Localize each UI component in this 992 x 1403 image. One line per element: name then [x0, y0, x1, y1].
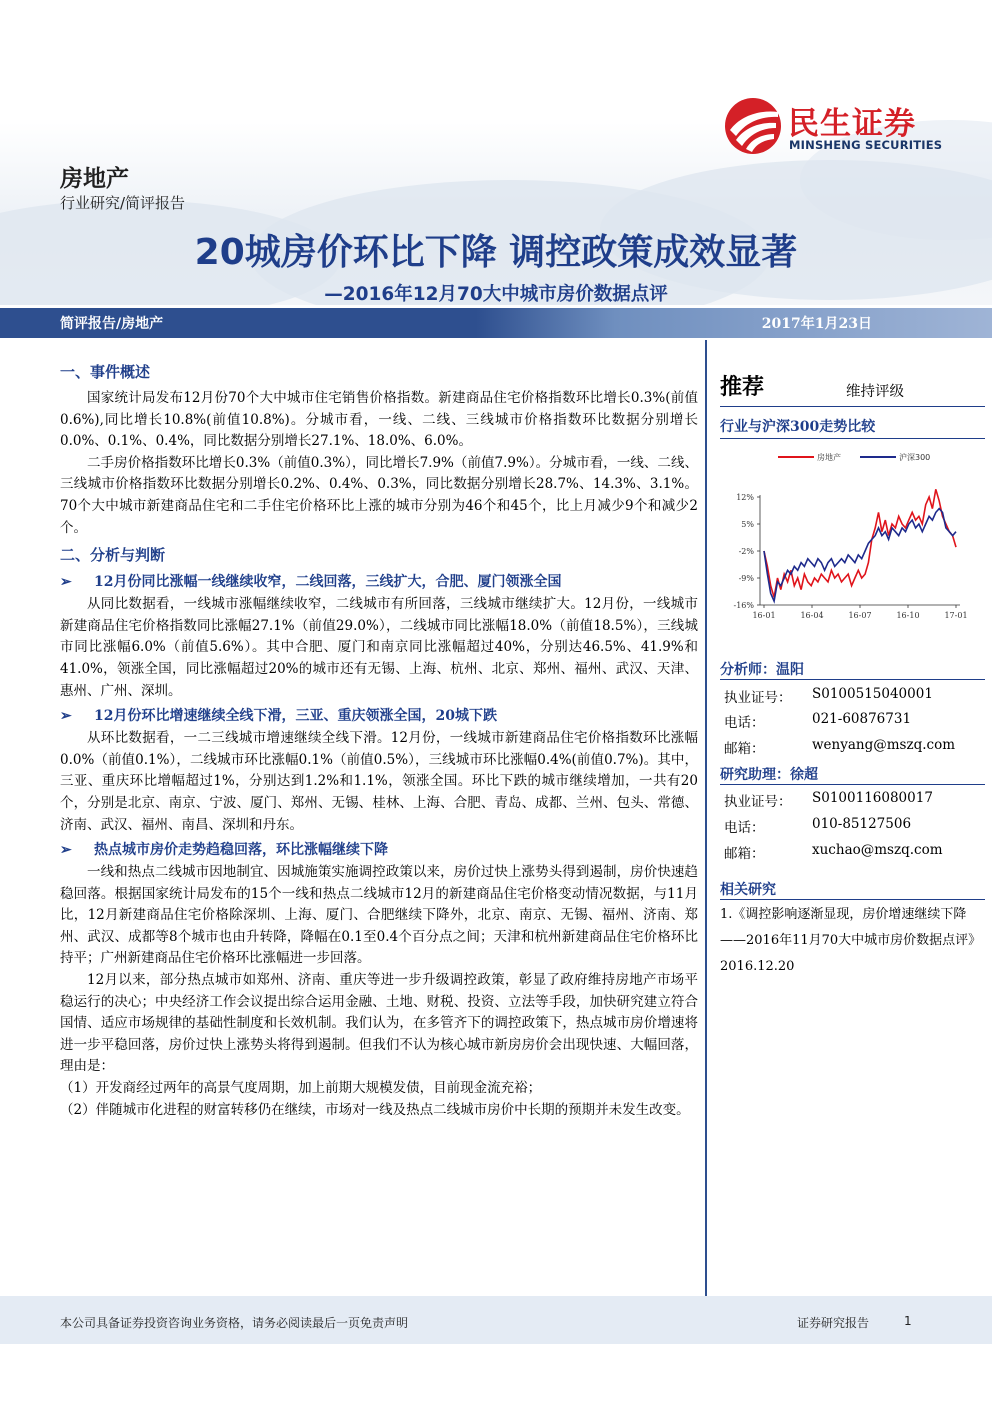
paragraph: 12月以来，部分热点城市如郑州、济南、重庆等进一步升级调控政策，彰显了政府维持房地产市场平稳运行的决心；中央经济工作会议提出综合运用金融、土地、财税、投资、立法等手段，加快研究建立符合国情、适应市场规律的基础性制度和长效机制。我们认为，在多管齐下的调控政策下，热点城市房价增速将进一步平稳回落，房价过快上涨势头将得到遏制。但我们不认为核心城市新房房价会出现快速、大幅回落，理由是：: [60, 972, 698, 1075]
divider: [720, 679, 985, 680]
assistant-email[interactable]: 邮箱： xuchao@mszq.com: [724, 842, 943, 862]
band-date: 2017年1月23日: [761, 316, 872, 332]
x-tick-label: 16-01: [752, 611, 776, 620]
section-heading: 二、分析与判断: [60, 546, 166, 565]
footer-doc-type: 证券研究报告: [797, 1316, 870, 1330]
series-line-real-estate: [764, 489, 956, 597]
arrow-bullet-icon: ➢: [60, 708, 72, 725]
bullet-heading: [60, 705, 698, 727]
series-line-csi300: [764, 509, 956, 601]
footer: [0, 1296, 992, 1344]
y-tick-label: 5%: [741, 520, 754, 529]
x-tick-label: 17-01: [944, 611, 968, 620]
divider: [720, 899, 985, 900]
paragraph: 从同比数据看，一线城市涨幅继续收窄，二线城市有所回落，三线城市继续扩大。12月份，一线城市新建商品住宅价格指数同比涨幅27.1%（前值29.0%），二线城市同比涨幅18.0%（前值18.5%），三线城市同比涨幅6.0%（前值5.6%）。其中合肥、厦门和南京同比涨幅超过40%，分别达46.5%、41.9%和41.0%，领涨全国，同比涨幅超过20%的城市还有无锡、上海、杭州、北京、郑州、福州、武汉、天津、惠州、广州、深圳。: [60, 596, 698, 699]
paragraph: （1）开发商经过两年的高景气度周期，加上前期大规模发债，目前现金流充裕；: [60, 1080, 542, 1097]
y-tick-label: -2%: [738, 547, 754, 556]
x-tick-label: 16-04: [800, 611, 824, 620]
legend-label: 沪深300: [899, 453, 931, 462]
x-tick-label: 16-10: [896, 611, 920, 620]
company-logo: [722, 96, 962, 156]
analyst-heading: 分析师：温阳: [720, 662, 804, 678]
header-band: [0, 308, 992, 338]
trend-chart: [722, 445, 972, 630]
analyst-license: 执业证号： S0100515040001: [724, 686, 933, 706]
band-category: 简评报告/房地产: [60, 316, 164, 332]
assistant-license: 执业证号： S0100116080017: [724, 790, 933, 810]
column-divider: [705, 340, 707, 1300]
related-item[interactable]: 1.《调控影响逐渐显现，房价增速继续下降——2016年11月70大中城市房价数据点评》2016.12.20: [720, 907, 982, 974]
logo-text-cn: 民生证券: [788, 106, 916, 142]
logo-text-en: MINSHENG SECURITIES: [789, 138, 943, 152]
related-heading: 相关研究: [720, 882, 776, 898]
sector-label: 房地产: [60, 166, 129, 192]
footer-disclaimer: 本公司具备证券投资咨询业务资格，请务必阅读最后一页免责声明: [60, 1316, 409, 1330]
divider: [720, 438, 985, 439]
paragraph: 二手房价格指数环比增长0.3%（前值0.3%），同比增长7.9%（前值7.9%）。分城市看，一线、二线、三线城市价格指数环比数据分别增长0.2%、0.4%、0.3%，同比数据分别增长28.7%、14.3%、3.1%。70个大中城市新建商品住宅和二手住宅价格环比上涨的城市分别为46个和45个，比上月减少9个和减少2个。: [60, 454, 698, 536]
bullet-heading-text: 热点城市房价走势趋稳回落，环比涨幅继续下降: [94, 842, 388, 859]
bullet-heading: [60, 571, 698, 593]
x-tick-label: 16-07: [848, 611, 872, 620]
rating: 维持评级: [846, 384, 904, 400]
paragraph: （2）伴随城市化进程的财富转移仍在继续，市场对一线及热点二线城市房价中长期的预期并未发生改变。: [60, 1101, 690, 1118]
logo-emblem-icon: [722, 96, 784, 156]
bullet-heading-text: 12月份环比增速继续全线下滑，三亚、重庆领涨全国，20城下跌: [94, 708, 497, 725]
bullet-heading-text: 12月份同比涨幅一线继续收窄，二线回落，三线扩大，合肥、厦门领涨全国: [94, 574, 562, 591]
recommendation: 推荐: [720, 375, 765, 400]
analyst-email[interactable]: 邮箱： wenyang@mszq.com: [724, 737, 956, 757]
chart-heading: 行业与沪深300走势比较: [720, 419, 876, 435]
y-tick-label: -16%: [733, 601, 754, 610]
assistant-phone: 电话： 010-85127506: [724, 816, 912, 836]
section-heading: 一、事件概述: [60, 363, 151, 381]
arrow-bullet-icon: ➢: [60, 574, 72, 591]
paragraph: 从环比数据看，一二三线城市增速继续全线下滑。12月份，一线城市新建商品住宅价格指数环比涨幅0.0%（前值0.1%），二线城市环比涨幅0.1%（前值0.5%），三线城市环比涨幅0.4%(前值0.7%)。其中，三亚、重庆环比增幅超过1%，分别达到1.2%和1.1%，领涨全国。环比下跌的城市继续增加，一共有20个，分别是北京、南京、宁波、厦门、郑州、无锡、桂林、上海、合肥、青岛、成都、兰州、包头、常德、济南、武汉、福州、南昌、深圳和丹东。: [60, 730, 698, 833]
report-type: 行业研究/简评报告: [60, 194, 186, 212]
chart-legend: [778, 452, 930, 462]
chart-series: [764, 489, 956, 601]
main-content: [60, 356, 698, 1121]
page-number: 1: [904, 1314, 912, 1328]
analyst-phone: 电话： 021-60876731: [724, 711, 912, 731]
y-tick-label: 12%: [736, 493, 754, 502]
paragraph: 国家统计局发布12月份70个大中城市住宅销售价格指数。新建商品住宅价格指数环比增长0.3%(前值0.6%),同比增长10.8%(前值10.8%)。分城市看，一线、二线、三线城市价格指数环比数据分别增长0.0%、0.1%、0.4%，同比数据分别增长27.1%、18.0%、6.0%。: [60, 390, 698, 450]
assistant-heading: 研究助理：徐超: [720, 767, 818, 783]
legend-label: 房地产: [817, 453, 841, 462]
report-subtitle: —2016年12月70大中城市房价数据点评: [324, 284, 668, 305]
y-tick-label: -9%: [738, 574, 754, 583]
bullet-heading: [60, 839, 698, 861]
divider: [720, 406, 985, 407]
arrow-bullet-icon: ➢: [60, 842, 72, 859]
divider: [720, 784, 985, 785]
paragraph: 一线和热点二线城市因地制宜、因城施策实施调控政策以来，房价过快上涨势头得到遏制，房价快速趋稳回落。根据国家统计局发布的15个一线和热点二线城市12月的新建商品住宅价格变动情况数据，与11月比，12月新建商品住宅价格除深圳、上海、厦门、合肥继续下降外，北京、南京、无锡、福州、济南、郑州、武汉、成都等8个城市也由升转降，降幅在0.1至0.4个百分点之间；天津和杭州新建商品住宅价格环比持平；广州新建商品住宅价格环比涨幅进一步回落。: [60, 864, 698, 967]
report-title: 20城房价环比下降 调控政策成效显著: [194, 232, 798, 273]
